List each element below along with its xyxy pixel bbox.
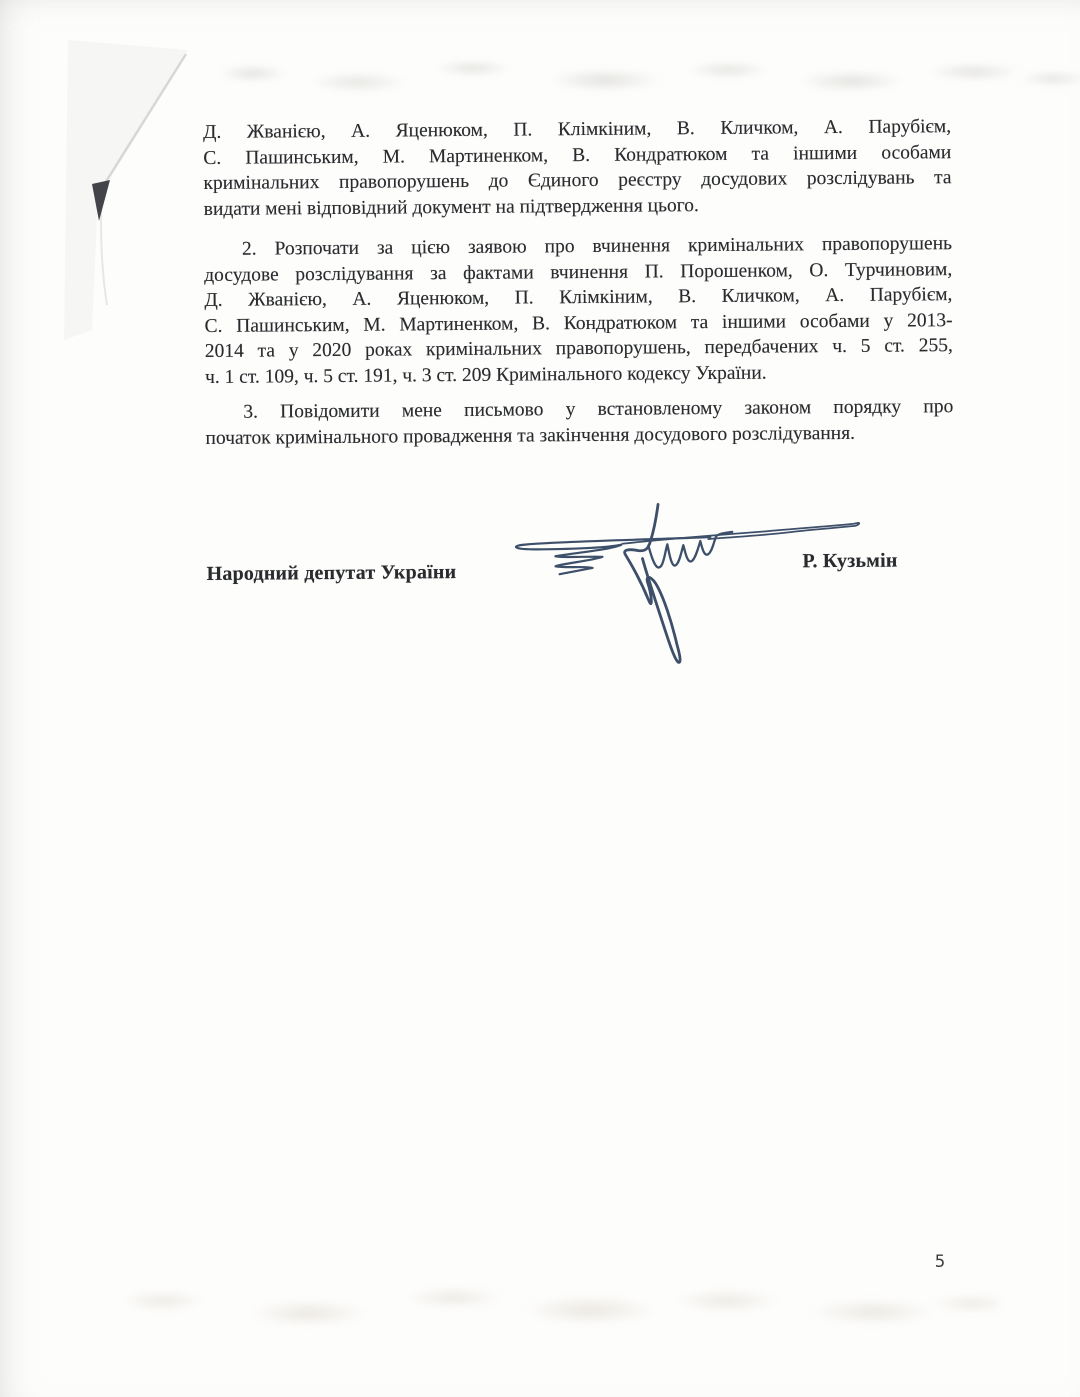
text-line: 3. Повідомити мене письмово у встановленому законом порядку про: [243, 396, 954, 423]
text-line: С. Пашинським, М. Мартиненком, В. Кондратюком та іншими особами у 2013-: [204, 309, 953, 337]
scan-noise-top: [200, 50, 1080, 102]
text-line: кримінальних правопорушень до Єдиного реєстру досудових розслідувань та: [203, 167, 952, 194]
fold-shadow: [64, 40, 188, 340]
signer-title: Народний депутат України: [206, 561, 457, 585]
signature-stroke-vertical: [624, 504, 680, 663]
text-line: 2. Розпочати за цією заявою про вчинення кримінальних правопорушень: [241, 233, 953, 260]
text-line: досудове розслідування за фактами вчинення П. Порошенком, О. Турчиновим,: [204, 258, 953, 286]
text-line: С. Пашинським, М. Мартиненком, В. Кондратюком та іншими особами: [203, 141, 952, 169]
document-body-text: [203, 114, 955, 681]
text-line: видати мені відповідний документ на підтвердження цього.: [203, 194, 699, 220]
handwritten-signature-icon: [502, 491, 863, 672]
text-line: 2014 та у 2020 роках кримінальних правопорушень, передбачених ч. 5 ст. 255,: [204, 335, 953, 362]
scan-noise-bottom: [90, 1276, 1000, 1338]
text-line: Д. Жванією, А. Яценюком, П. Клімкіним, В. Кличком, А. Парубієм,: [203, 116, 952, 143]
signer-name: Р. Кузьмін: [802, 549, 898, 573]
text-line: початок кримінального провадження та закінчення досудового розслідування.: [205, 422, 856, 449]
paragraph-3: [205, 394, 953, 451]
signature-block: [206, 460, 956, 681]
paragraph-2: [204, 231, 953, 390]
page-number: 5: [934, 1252, 946, 1271]
text-line: Д. Жванією, А. Яценюком, П. Клімкіним, В. Кличком, А. Парубієм,: [204, 284, 953, 311]
text-line: ч. 1 ст. 109, ч. 5 ст. 191, ч. 3 ст. 209 Кримінального кодексу України.: [204, 362, 767, 388]
signature-stroke-topline: [622, 523, 859, 544]
paragraph-1: [203, 114, 952, 222]
